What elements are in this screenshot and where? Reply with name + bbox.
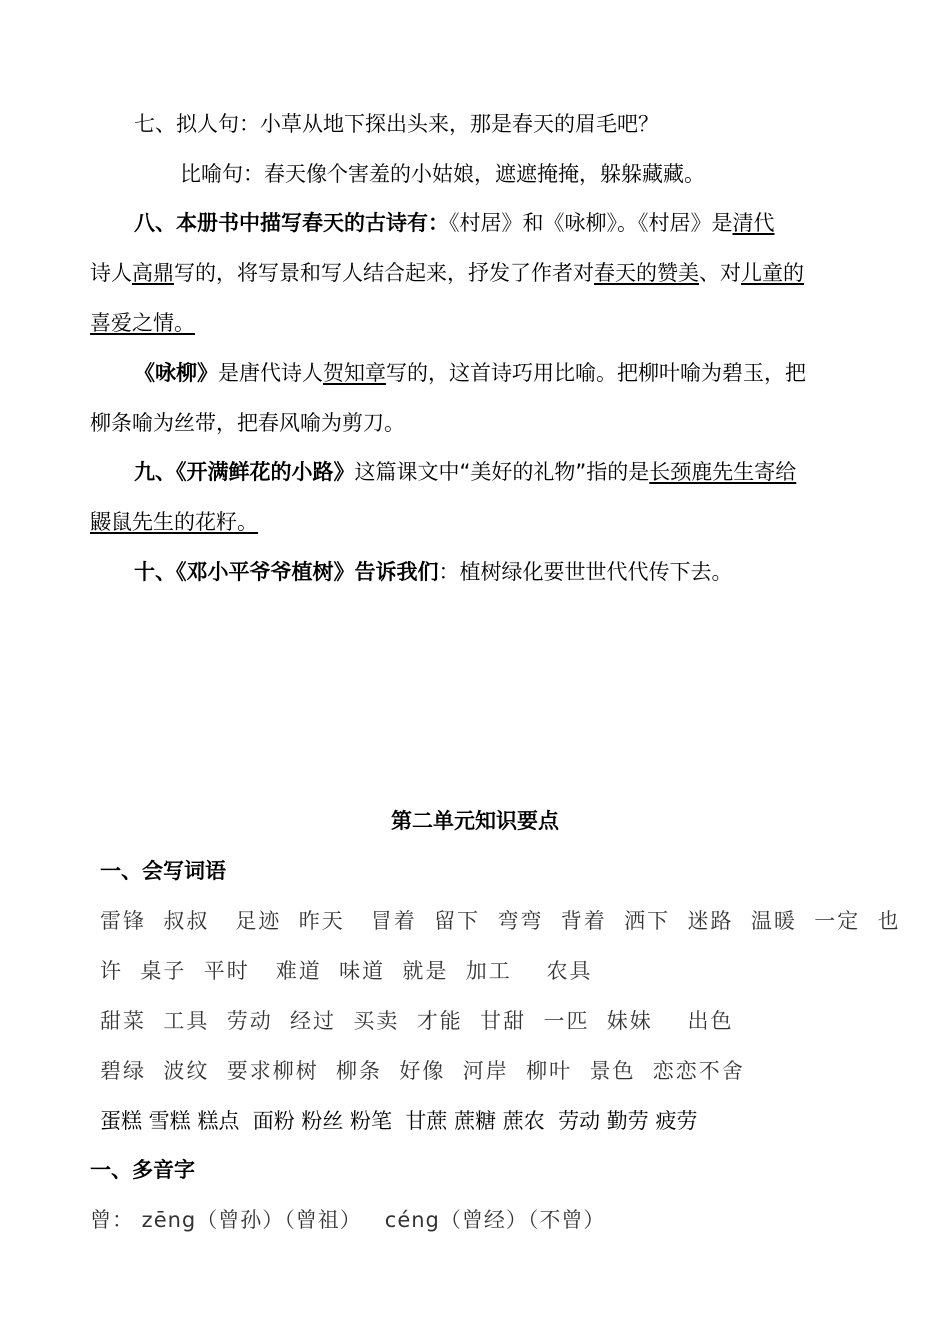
section8-text: 《村居》和《咏柳》。《村居》是	[449, 211, 733, 235]
section8-text: 写的，将写景和写人结合起来，抒发了作者对	[174, 261, 594, 285]
section8-line2	[90, 258, 804, 288]
section9-heading: 九、《开满鲜花的小路》	[134, 460, 355, 484]
words-subheading: 一、会写词语	[100, 859, 226, 883]
word-row: 蛋糕 雪糕 糕点 面粉 粉丝 粉笔 甘蔗 蔗糖 蔗农 劳动 勤劳 疲劳	[100, 1109, 698, 1133]
section9-line1	[134, 457, 796, 487]
underlined-answer: 清代	[732, 211, 775, 235]
underlined-answer: 高鼎	[132, 261, 174, 285]
section8-line3	[90, 308, 195, 338]
underlined-answer: 春天的赞美	[594, 261, 699, 285]
underlined-answer: 鼹鼠先生的花籽。	[90, 510, 258, 534]
section8-text: 、对	[699, 261, 741, 285]
polyphone-line: 曾： zēng（曾孙）（曾祖） céng（曾经）（不曾）	[90, 1208, 606, 1232]
section7-personification: 七、拟人句：小草从地下探出头来，那是春天的眉毛吧？	[134, 112, 659, 136]
underlined-answer: 儿童的	[741, 261, 804, 285]
section7-simile: 比喻句：春天像个害羞的小姑娘，遮遮掩掩，躲躲藏藏。	[180, 162, 705, 186]
underlined-answer: 长颈鹿先生寄给	[649, 460, 797, 484]
section8-text: 是唐代诗人	[218, 361, 323, 385]
section8-text: 诗人	[90, 261, 132, 285]
word-row: 碧绿 波纹 要求柳树 柳条 好像 河岸 柳叶 景色 恋恋不舍	[100, 1059, 745, 1083]
section9-text: 这篇课文中“美好的礼物”指的是	[354, 460, 650, 484]
section8-line5: 柳条喻为丝带，把春风喻为剪刀。	[90, 411, 405, 435]
word-row: 雷锋 叔叔 足迹 昨天 冒着 留下 弯弯 背着 洒下 迷路 温暖 一定 也	[100, 909, 901, 933]
section8-line4	[134, 358, 806, 388]
unit2-title: 第二单元知识要点	[391, 809, 559, 833]
section10-heading: 十、《邓小平爷爷植树》告诉我们	[134, 560, 439, 584]
section8-line1	[134, 208, 775, 238]
polyphone-subheading: 一、多音字	[90, 1158, 195, 1182]
section10-line	[134, 557, 733, 587]
section10-text: ：植树绿化要世世代代传下去。	[438, 560, 733, 584]
word-row: 许 桌子 平时 难道 味道 就是 加工 农具	[100, 959, 593, 983]
section9-line2	[90, 507, 258, 537]
underlined-answer: 喜爱之情。	[90, 311, 195, 335]
word-row: 甜菜 工具 劳动 经过 买卖 才能 甘甜 一匹 妹妹 出色	[100, 1009, 734, 1033]
poem-title: 《咏柳》	[134, 361, 218, 385]
underlined-answer: 贺知章	[323, 361, 386, 385]
section8-heading: 八、本册书中描写春天的古诗有：	[134, 211, 449, 235]
section8-text: 写的，这首诗巧用比喻。把柳叶喻为碧玉，把	[386, 361, 806, 385]
